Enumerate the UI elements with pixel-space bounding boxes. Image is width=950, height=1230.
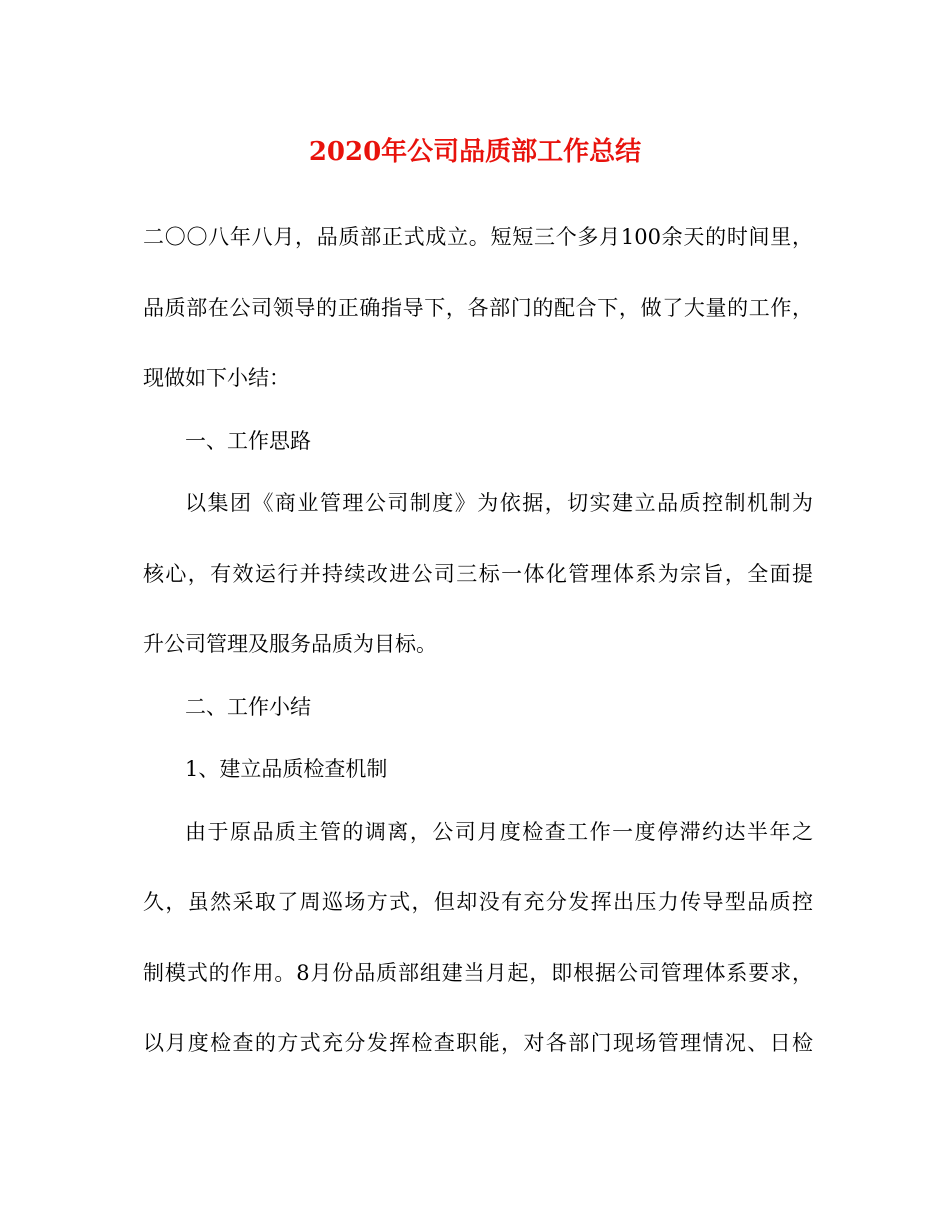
paragraph-line: 升公司管理及服务品质为目标。 — [143, 632, 437, 656]
paragraph-line: 品质部在公司领导的正确指导下，各部门的配合下，做了大量的工作， — [143, 296, 813, 320]
paragraph-line: 以集团《商业管理公司制度》为依据，切实建立品质控制机制为 — [185, 491, 813, 515]
paragraph-line: 制模式的作用。8月份品质部组建当月起，即根据公司管理体系要求， — [143, 961, 813, 985]
section-heading: 二、工作小结 — [185, 695, 311, 719]
section-heading: 一、工作思路 — [185, 429, 311, 453]
subsection-heading: 1、建立品质检查机制 — [185, 757, 388, 781]
paragraph-line: 现做如下小结： — [143, 366, 290, 390]
paragraph-line: 久，虽然采取了周巡场方式，但却没有充分发挥出压力传导型品质控 — [143, 890, 813, 914]
document-title: 2020年公司品质部工作总结 — [308, 137, 642, 167]
paragraph-line: 由于原品质主管的调离，公司月度检查工作一度停滞约达半年之 — [185, 820, 813, 844]
paragraph-line: 以月度检查的方式充分发挥检查职能，对各部门现场管理情况、日检 — [143, 1031, 813, 1055]
paragraph-line: 二〇〇八年八月，品质部正式成立。短短三个多月100余天的时间里， — [143, 225, 813, 249]
paragraph-line: 核心，有效运行并持续改进公司三标一体化管理体系为宗旨，全面提 — [143, 562, 813, 586]
